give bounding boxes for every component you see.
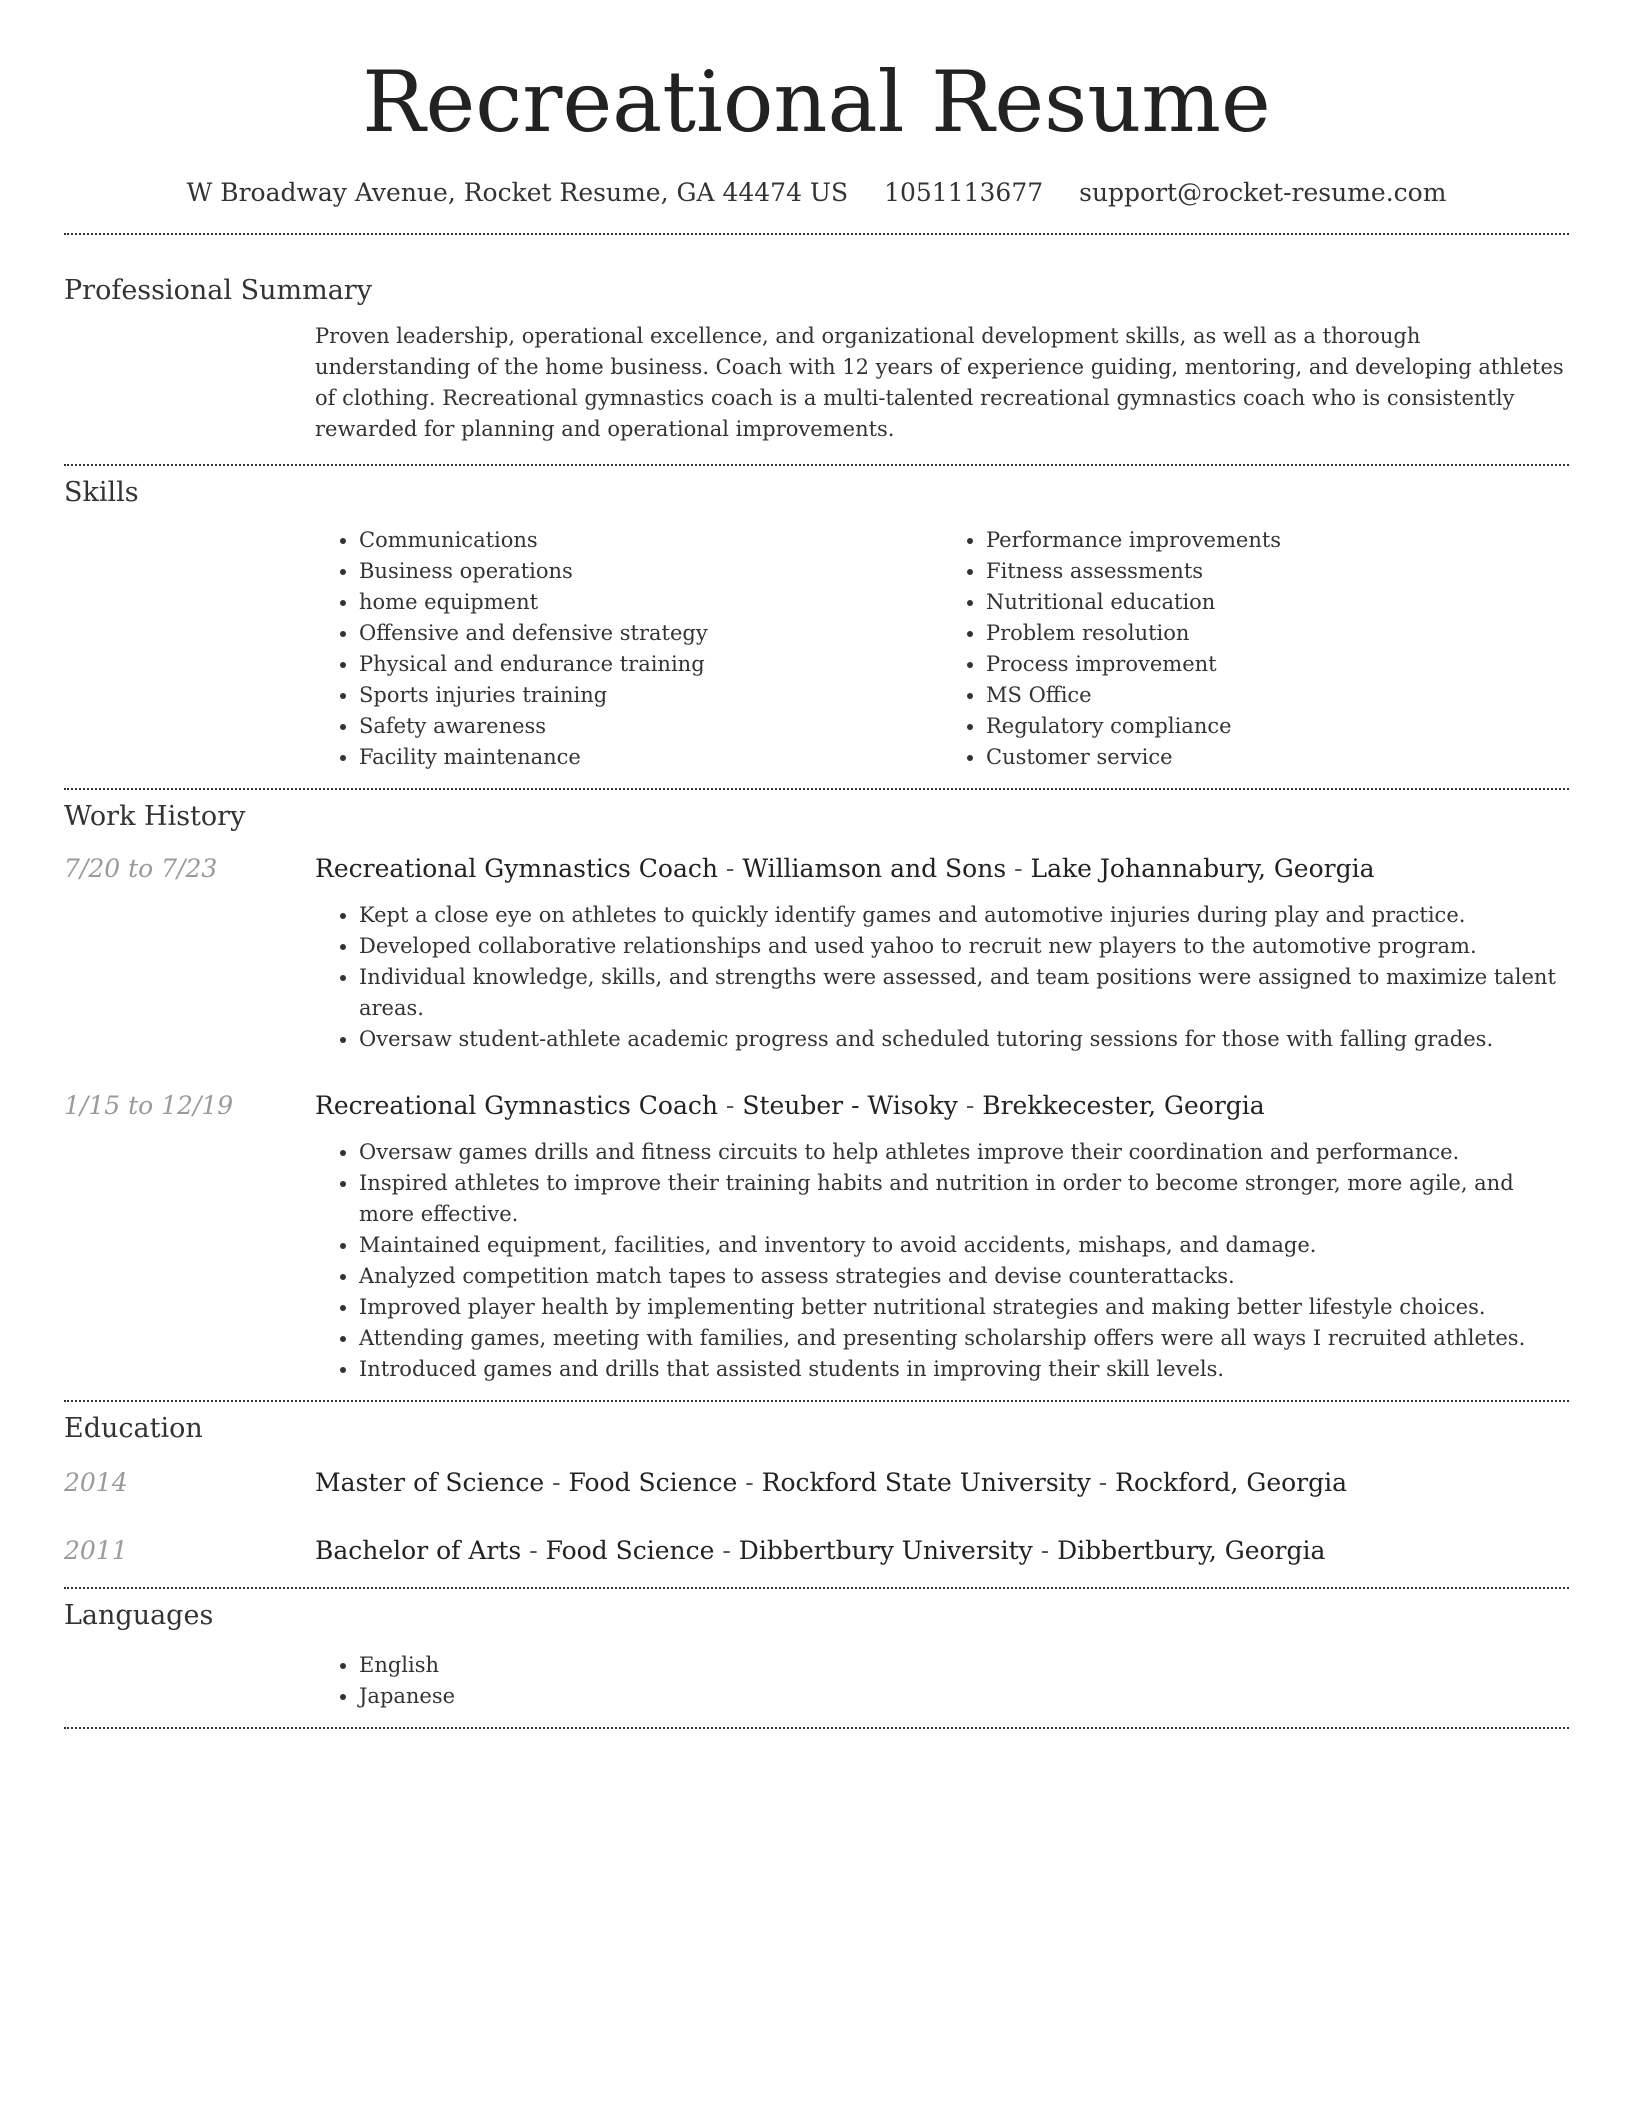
job-bullet: • Improved player health by implementing better nutritional strategies and making better lifestyle choices. — [359, 1292, 1569, 1323]
job-bullet: • Inspired athletes to improve their training habits and nutrition in order to become stronger, more agile, and more effective. — [359, 1168, 1569, 1230]
job-location: Lake Johannabury, Georgia — [1030, 854, 1375, 883]
skills-list-left — [315, 525, 942, 773]
job-role: Recreational Gymnastics Coach — [315, 854, 718, 883]
job-bullet: • Oversaw student-athlete academic progress and scheduled tutoring sessions for those with falling grades. — [359, 1024, 1569, 1055]
job-bullet: • Individual knowledge, skills, and strengths were assessed, and team positions were assigned to maximize talent areas. — [359, 962, 1569, 1024]
resume-name: Recreational Resume — [362, 53, 1271, 151]
education-degree: Bachelor of Arts — [315, 1536, 522, 1565]
education-field: Food Science — [568, 1468, 738, 1497]
job-bullet: • Developed collaborative relationships and used yahoo to recruit new players to the automotive program. — [359, 931, 1569, 962]
job-location: Brekkecester, Georgia — [982, 1091, 1265, 1120]
education-school: Rockford State University — [761, 1468, 1091, 1497]
job-heading: Recreational Gymnastics Coach - Williamson and Sons - Lake Johannabury, Georgia — [315, 854, 1375, 883]
job-heading: Recreational Gymnastics Coach - Steuber - Wisoky - Brekkecester, Georgia — [315, 1091, 1265, 1120]
job-dates: 7/20 to 7/23 — [64, 854, 218, 883]
summary-title: Professional Summary — [64, 275, 372, 306]
divider — [64, 233, 1569, 235]
skill-item: • Performance improvements — [986, 525, 1569, 556]
education-entry — [64, 1467, 1569, 1499]
job-bullet: • Analyzed competition match tapes to assess strategies and devise counterattacks. — [359, 1261, 1569, 1292]
skills-section — [64, 477, 1569, 773]
divider — [64, 1727, 1569, 1729]
job-bullet: • Oversaw games drills and fitness circuits to help athletes improve their coordination and performance. — [359, 1137, 1569, 1168]
contact-address: W Broadway Avenue, Rocket Resume, GA 44474 US — [186, 178, 849, 207]
skill-item: • Offensive and defensive strategy — [359, 618, 942, 649]
skills-list-right — [942, 525, 1569, 773]
summary-section — [64, 275, 1569, 445]
skill-item: • Problem resolution — [986, 618, 1569, 649]
skill-item: • Fitness assessments — [986, 556, 1569, 587]
education-field: Food Science — [545, 1536, 715, 1565]
contact-phone: 1051113677 — [884, 178, 1044, 207]
skill-item: • Physical and endurance training — [359, 649, 942, 680]
languages-list — [315, 1650, 1569, 1712]
language-item: • English — [359, 1650, 1569, 1681]
job-bullet: • Introduced games and drills that assisted students in improving their skill levels. — [359, 1354, 1569, 1385]
languages-section — [64, 1600, 1569, 1712]
contact-line — [64, 178, 1569, 208]
language-item: • Japanese — [359, 1681, 1569, 1712]
education-heading: Bachelor of Arts - Food Science - Dibbertbury University - Dibbertbury, Georgia — [315, 1536, 1326, 1565]
education-school: Dibbertbury University — [738, 1536, 1033, 1565]
divider — [64, 1587, 1569, 1589]
work-section — [64, 801, 1569, 1385]
divider — [64, 788, 1569, 790]
skills-title: Skills — [64, 477, 139, 508]
job-bullet: • Maintained equipment, facilities, and inventory to avoid accidents, mishaps, and damage. — [359, 1230, 1569, 1261]
education-location: Rockford, Georgia — [1115, 1468, 1348, 1497]
education-year: 2011 — [64, 1536, 128, 1565]
job-entry — [64, 1090, 1569, 1122]
contact-email: support@rocket-resume.com — [1079, 178, 1447, 207]
education-section — [64, 1413, 1569, 1567]
job-bullets — [315, 1137, 1569, 1385]
skill-item: • Facility maintenance — [359, 742, 942, 773]
education-entry — [64, 1535, 1569, 1567]
skill-item: • Process improvement — [986, 649, 1569, 680]
skill-item: • Sports injuries training — [359, 680, 942, 711]
skill-item: • Business operations — [359, 556, 942, 587]
summary-text: Proven leadership, operational excellence, and organizational development skills, as well as a thorough understanding of the home business. Coach with 12 years of experience guiding, mentoring, and developing athletes of clothing. Recreational gymnastics coach is a multi-talented recreational gymnastics coach who is consistently rewarded for planning and operational improvements. — [315, 324, 1564, 441]
education-title: Education — [64, 1413, 203, 1444]
education-year: 2014 — [64, 1468, 128, 1497]
job-bullet: • Kept a close eye on athletes to quickly identify games and automotive injuries during play and practice. — [359, 900, 1569, 931]
job-entry — [64, 853, 1569, 885]
job-role: Recreational Gymnastics Coach — [315, 1091, 718, 1120]
job-company: Williamson and Sons — [742, 854, 1007, 883]
job-dates: 1/15 to 12/19 — [64, 1091, 234, 1120]
skill-item: • home equipment — [359, 587, 942, 618]
education-heading: Master of Science - Food Science - Rockford State University - Rockford, Georgia — [315, 1468, 1348, 1497]
divider — [64, 1400, 1569, 1402]
skill-item: • Nutritional education — [986, 587, 1569, 618]
education-location: Dibbertbury, Georgia — [1057, 1536, 1326, 1565]
education-degree: Master of Science — [315, 1468, 545, 1497]
skill-item: • Communications — [359, 525, 942, 556]
skill-item: • Customer service — [986, 742, 1569, 773]
skills-grid — [315, 525, 1569, 773]
job-bullet: • Attending games, meeting with families, and presenting scholarship offers were all ways I recruited athletes. — [359, 1323, 1569, 1354]
skill-item: • MS Office — [986, 680, 1569, 711]
job-company: Steuber - Wisoky — [742, 1091, 958, 1120]
job-bullets — [315, 900, 1569, 1055]
skill-item: • Regulatory compliance — [986, 711, 1569, 742]
languages-title: Languages — [64, 1600, 214, 1631]
work-title: Work History — [64, 801, 246, 832]
skill-item: • Safety awareness — [359, 711, 942, 742]
resume-page — [64, 0, 1569, 1729]
divider — [64, 464, 1569, 466]
